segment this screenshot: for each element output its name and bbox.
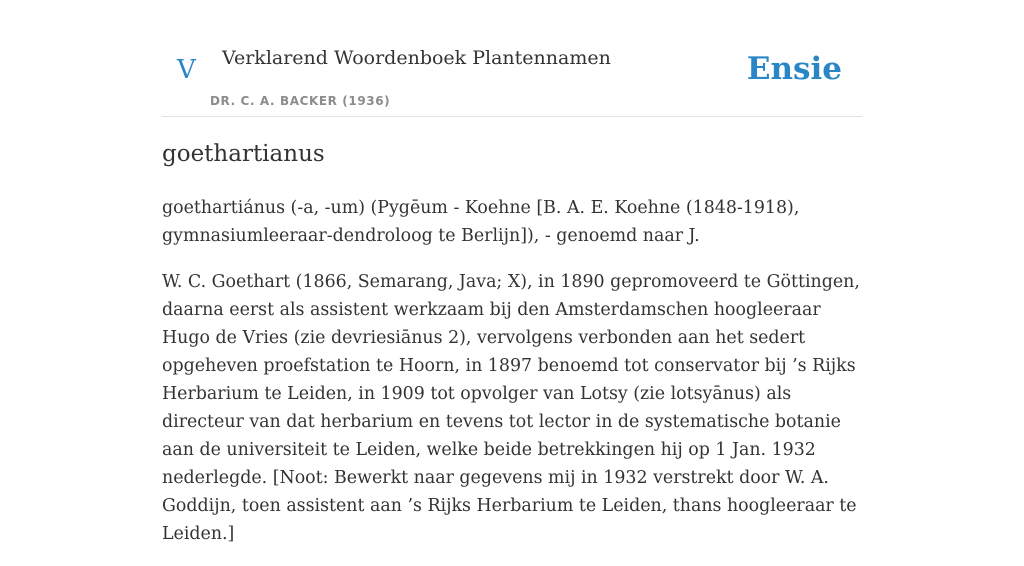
entry-headword: goethartianus bbox=[162, 141, 325, 167]
entry-content bbox=[162, 136, 862, 566]
entry-paragraph-1: goethartiánus (-a, -um) (Pygēum - Koehne [B. A. E. Koehne (1848-1918), gymnasiumleeraar-dendroloog te Berlijn]), - genoemd naar J. bbox=[162, 198, 800, 246]
ensie-brand-logo[interactable]: Ensie bbox=[746, 51, 842, 87]
entry-paragraph-2: W. C. Goethart (1866, Semarang, Java; X), in 1890 gepromoveerd te Göttingen, daarna eerst als assistent werkzaam bij den Amsterdamschen hoogleeraar Hugo de Vries (zie devriesiānus 2), vervolgens verbonden aan het sedert opgeheven proefstation te Hoorn, in 1897 benoemd tot conservator bij ’s Rijks Herbarium te Leiden, in 1909 tot opvolger van Lotsy (zie lotsyānus) als directeur van dat herbarium en tevens tot lector in de systematische botanie aan de universiteit te Leiden, welke beide betrekkingen hij op 1 Jan. 1932 nederlegde. [Noot: Bewerkt naar gegevens mij in 1932 verstrekt door W. A. Goddijn, toen assistent aan ’s Rijks Herbarium te Leiden, thans hoogleeraar te Leiden.] bbox=[162, 272, 860, 544]
dictionary-title-link[interactable]: Verklarend Woordenboek Plantennamen bbox=[222, 47, 611, 69]
dictionary-author: DR. C. A. BACKER (1936) bbox=[210, 94, 391, 108]
dictionary-logo-icon[interactable]: V bbox=[177, 55, 196, 85]
dictionary-header bbox=[162, 0, 862, 117]
